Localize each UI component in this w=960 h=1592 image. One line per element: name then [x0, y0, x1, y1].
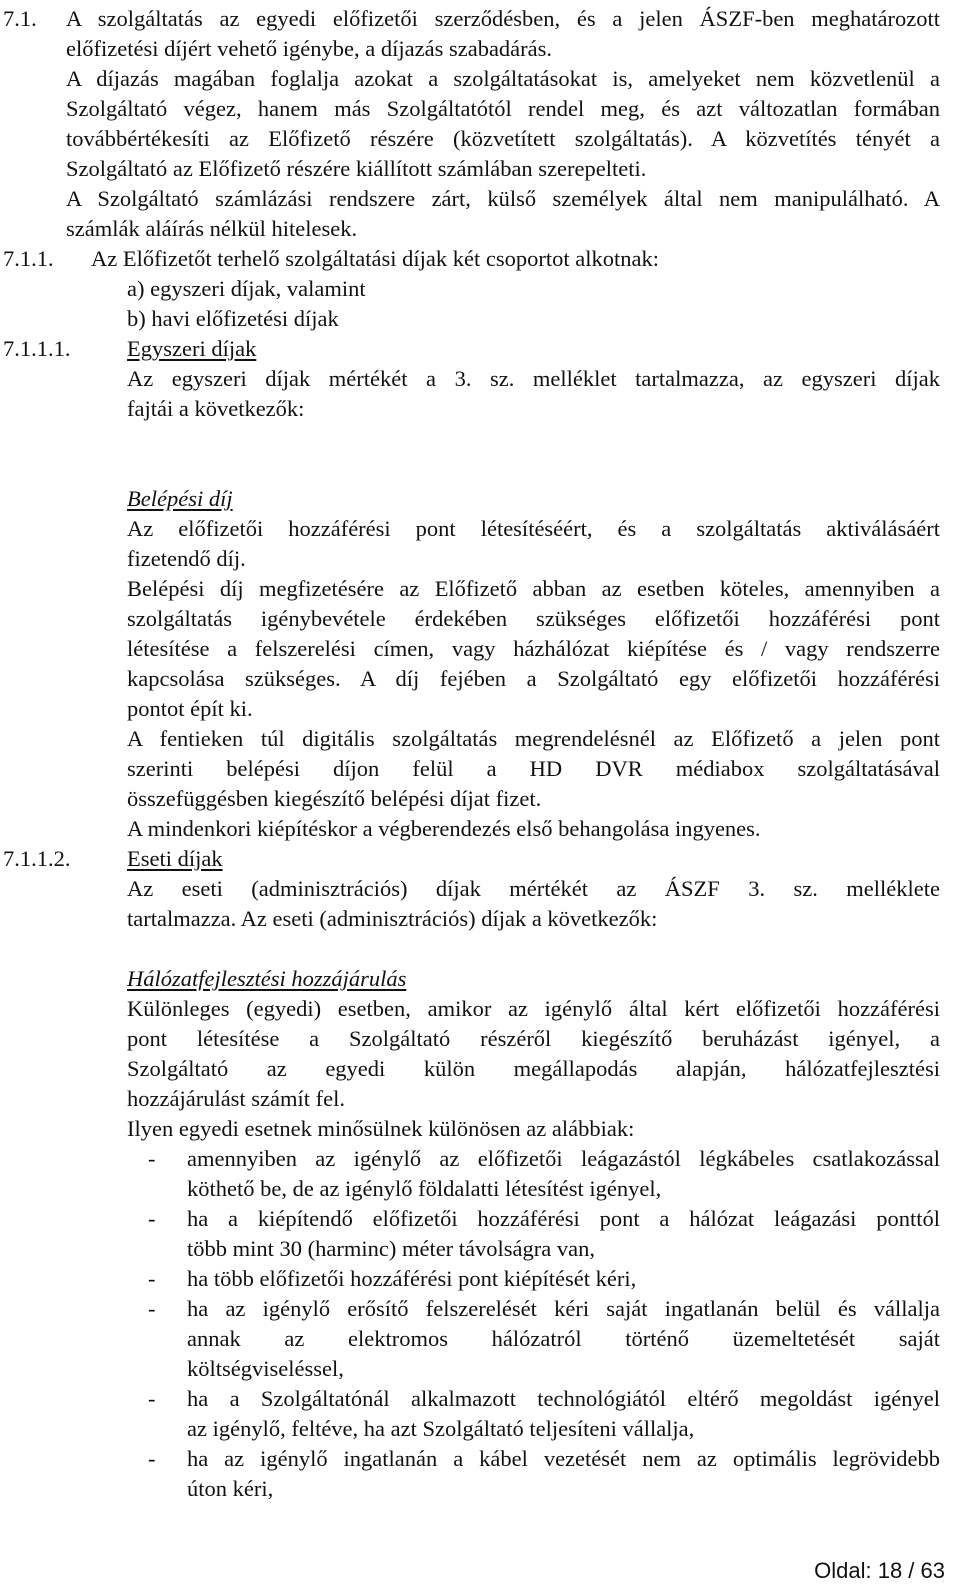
subheading-halozatfejlesztesi-hozzajarulas: Hálózatfejlesztési hozzájárulás	[127, 966, 407, 991]
paragraph-line: hozzájárulást számít fel.	[127, 1086, 346, 1111]
bullet-dash: -	[148, 1386, 156, 1411]
list-item: ha a Szolgáltatónál alkalmazott technológiától eltérő megoldást igényel	[187, 1386, 940, 1411]
paragraph-line: szolgáltatás igénybevétele érdekében szükséges előfizetői hozzáférési pont	[127, 606, 940, 631]
bullet-dash: -	[148, 1146, 156, 1171]
list-item: úton kéri,	[187, 1476, 274, 1501]
paragraph-line: pont létesítése a Szolgáltató részéről kiegészítő beruházást igényel, a	[127, 1026, 940, 1051]
section-number-7-1-1: 7.1.1.	[3, 246, 54, 271]
paragraph-line: Az előfizetői hozzáférési pont létesítéséért, és a szolgáltatás aktiválásáért	[127, 516, 940, 541]
paragraph-line: Szolgáltató az egyedi külön megállapodás alapján, hálózatfejlesztési	[127, 1056, 940, 1081]
paragraph-line: számlák aláírás nélkül hitelesek.	[66, 216, 358, 241]
paragraph-line: továbbértékesíti az Előfizető részére (közvetített szolgáltatás). A közvetítés tényét a	[66, 126, 940, 151]
paragraph-line: A szolgáltatás az egyedi előfizetői szerződésben, és a jelen ÁSZF-ben meghatározott	[66, 6, 940, 31]
list-item: több mint 30 (harminc) méter távolságra van,	[187, 1236, 595, 1261]
page-number: Oldal: 18 / 63	[814, 1558, 945, 1583]
paragraph-line: fajtái a következők:	[127, 396, 305, 421]
bullet-dash: -	[148, 1206, 156, 1231]
list-item: annak az elektromos hálózatról történő üzemeltetését saját	[187, 1326, 940, 1351]
list-item: ha az igénylő ingatlanán a kábel vezetését nem az optimális legrövidebb	[187, 1446, 940, 1471]
paragraph-line: Az eseti (adminisztrációs) díjak mértékét az ÁSZF 3. sz. melléklete	[127, 876, 940, 901]
paragraph-line: fizetendő díj.	[127, 546, 246, 571]
section-number-7-1-1-1: 7.1.1.1.	[3, 336, 71, 361]
section-number-7-1: 7.1.	[3, 6, 37, 31]
paragraph-line: tartalmazza. Az eseti (adminisztrációs) díjak a következők:	[127, 906, 658, 931]
paragraph-line: előfizetési díjért vehető igénybe, a díjazás szabadárás.	[66, 36, 553, 61]
paragraph-line: Különleges (egyedi) esetben, amikor az igénylő által kért előfizetői hozzáférési	[127, 996, 940, 1021]
list-item: köthető be, de az igénylő földalatti létesítést igényel,	[187, 1176, 662, 1201]
list-item: ha az igénylő erősítő felszerelését kéri saját ingatlanán belül és vállalja	[187, 1296, 940, 1321]
list-item: b) havi előfizetési díjak	[127, 306, 339, 331]
list-item: ha a kiépítendő előfizetői hozzáférési pont a hálózat leágazási ponttól	[187, 1206, 940, 1231]
section-heading-eseti-dijak: Eseti díjak	[127, 846, 223, 871]
paragraph-line: szerinti belépési díjon felül a HD DVR médiabox szolgáltatásával	[127, 756, 940, 781]
paragraph-line: A fentieken túl digitális szolgáltatás megrendelésnél az Előfizető a jelen pont	[127, 726, 940, 751]
list-item: költségviseléssel,	[187, 1356, 344, 1381]
section-number-7-1-1-2: 7.1.1.2.	[3, 846, 71, 871]
bullet-dash: -	[148, 1296, 156, 1321]
paragraph-line: Az Előfizetőt terhelő szolgáltatási díjak két csoportot alkotnak:	[91, 246, 659, 271]
bullet-dash: -	[148, 1266, 156, 1291]
paragraph-line: Az egyszeri díjak mértékét a 3. sz. melléklet tartalmazza, az egyszeri díjak	[127, 366, 940, 391]
paragraph-line: A mindenkori kiépítéskor a végberendezés első behangolása ingyenes.	[127, 816, 761, 841]
paragraph-line: Ilyen egyedi esetnek minősülnek különösen az alábbiak:	[127, 1116, 635, 1141]
paragraph-line: A Szolgáltató számlázási rendszere zárt, külső személyek által nem manipulálható. A	[66, 186, 940, 211]
section-heading-egyszeri-dijak: Egyszeri díjak	[127, 336, 257, 361]
bullet-dash: -	[148, 1446, 156, 1471]
list-item: az igénylő, feltéve, ha azt Szolgáltató teljesíteni vállalja,	[187, 1416, 695, 1441]
paragraph-line: létesítése a felszerelési címen, vagy házhálózat kiépítése és / vagy rendszerre	[127, 636, 940, 661]
subheading-belepesi-dij: Belépési díj	[127, 486, 233, 511]
list-item: amennyiben az igénylő az előfizetői leágazástól légkábeles csatlakozással	[187, 1146, 940, 1171]
paragraph-line: A díjazás magában foglalja azokat a szolgáltatásokat is, amelyeket nem közvetlenül a	[66, 66, 940, 91]
list-item: a) egyszeri díjak, valamint	[127, 276, 366, 301]
list-item: ha több előfizetői hozzáférési pont kiépítését kéri,	[187, 1266, 637, 1291]
paragraph-line: összefüggésben kiegészítő belépési díjat fizet.	[127, 786, 542, 811]
paragraph-line: Belépési díj megfizetésére az Előfizető abban az esetben köteles, amennyiben a	[127, 576, 940, 601]
paragraph-line: Szolgáltató végez, hanem más Szolgáltatótól rendel meg, és azt változatlan formában	[66, 96, 940, 121]
paragraph-line: Szolgáltató az Előfizető részére kiállított számlában szerepelteti.	[66, 156, 647, 181]
paragraph-line: kapcsolása szükséges. A díj fejében a Szolgáltató egy előfizetői hozzáférési	[127, 666, 940, 691]
paragraph-line: pontot épít ki.	[127, 696, 253, 721]
